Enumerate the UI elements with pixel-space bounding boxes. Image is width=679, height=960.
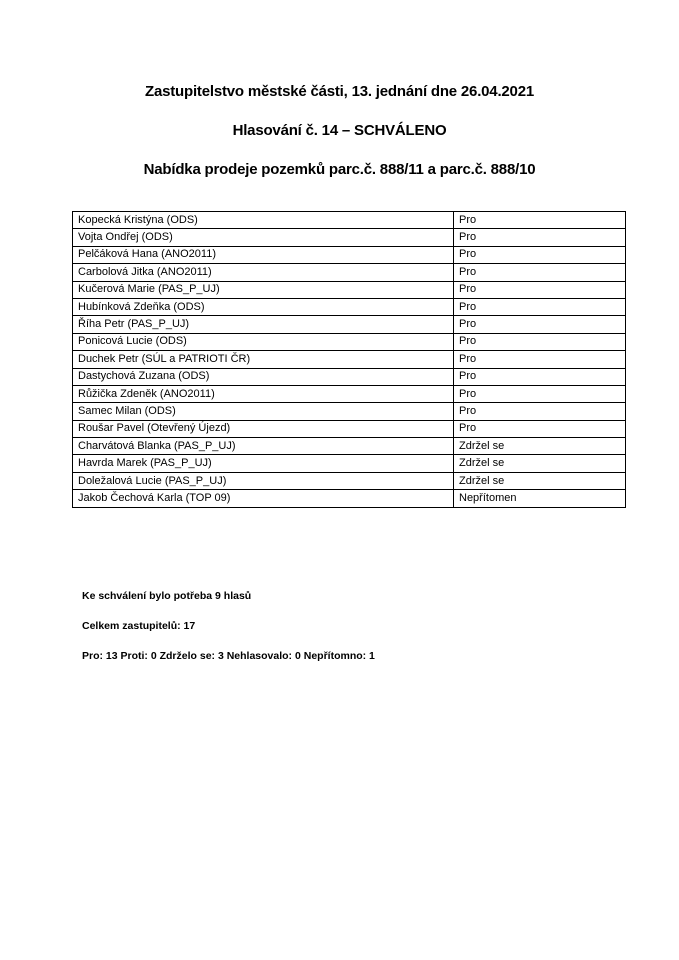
member-name-cell: Havrda Marek (PAS_P_UJ) bbox=[73, 455, 454, 472]
vote-value-cell: Pro bbox=[454, 420, 626, 437]
vote-value-cell: Pro bbox=[454, 281, 626, 298]
vote-table-body bbox=[73, 212, 626, 508]
member-name-cell: Samec Milan (ODS) bbox=[73, 403, 454, 420]
member-name-cell: Jakob Čechová Karla (TOP 09) bbox=[73, 490, 454, 507]
vote-value-cell: Zdržel se bbox=[454, 438, 626, 455]
vote-summary bbox=[82, 590, 639, 680]
vote-value-cell: Pro bbox=[454, 368, 626, 385]
member-name-cell: Vojta Ondřej (ODS) bbox=[73, 229, 454, 246]
vote-counts-line: Pro: 13 Proti: 0 Zdrželo se: 3 Nehlasovalo: 0 Nepřítomno: 1 bbox=[82, 650, 375, 662]
table-row bbox=[73, 316, 626, 333]
vote-value-cell: Pro bbox=[454, 298, 626, 315]
vote-value-cell: Pro bbox=[454, 316, 626, 333]
vote-value-cell: Pro bbox=[454, 403, 626, 420]
vote-value-cell: Zdržel se bbox=[454, 472, 626, 489]
member-name-cell: Kopecká Kristýna (ODS) bbox=[73, 212, 454, 229]
member-name-cell: Hubínková Zdeňka (ODS) bbox=[73, 298, 454, 315]
vote-table bbox=[72, 211, 626, 508]
meeting-title: Zastupitelstvo městské části, 13. jednání dne 26.04.2021 bbox=[145, 83, 534, 100]
vote-value-cell: Pro bbox=[454, 385, 626, 402]
table-row bbox=[73, 351, 626, 368]
required-votes-line: Ke schválení bylo potřeba 9 hlasů bbox=[82, 590, 252, 602]
total-members-line: Celkem zastupitelů: 17 bbox=[82, 620, 196, 632]
table-row bbox=[73, 298, 626, 315]
vote-value-cell: Pro bbox=[454, 333, 626, 350]
member-name-cell: Carbolová Jitka (ANO2011) bbox=[73, 264, 454, 281]
member-name-cell: Růžička Zdeněk (ANO2011) bbox=[73, 385, 454, 402]
table-row bbox=[73, 403, 626, 420]
member-name-cell: Říha Petr (PAS_P_UJ) bbox=[73, 316, 454, 333]
table-row bbox=[73, 281, 626, 298]
member-name-cell: Roušar Pavel (Otevřený Újezd) bbox=[73, 420, 454, 437]
vote-value-cell: Pro bbox=[454, 212, 626, 229]
vote-value-cell: Pro bbox=[454, 264, 626, 281]
table-row bbox=[73, 212, 626, 229]
table-row bbox=[73, 333, 626, 350]
member-name-cell: Ponicová Lucie (ODS) bbox=[73, 333, 454, 350]
table-row bbox=[73, 264, 626, 281]
table-row bbox=[73, 472, 626, 489]
table-row bbox=[73, 420, 626, 437]
vote-value-cell: Pro bbox=[454, 351, 626, 368]
member-name-cell: Kučerová Marie (PAS_P_UJ) bbox=[73, 281, 454, 298]
vote-value-cell: Nepřítomen bbox=[454, 490, 626, 507]
table-row bbox=[73, 246, 626, 263]
member-name-cell: Duchek Petr (SÚL a PATRIOTI ČR) bbox=[73, 351, 454, 368]
table-row bbox=[73, 490, 626, 507]
member-name-cell: Dastychová Zuzana (ODS) bbox=[73, 368, 454, 385]
member-name-cell: Pelčáková Hana (ANO2011) bbox=[73, 246, 454, 263]
table-row bbox=[73, 385, 626, 402]
agenda-item-title: Nabídka prodeje pozemků parc.č. 888/11 a parc.č. 888/10 bbox=[143, 161, 536, 178]
table-row bbox=[73, 438, 626, 455]
vote-result-title: Hlasování č. 14 – SCHVÁLENO bbox=[232, 122, 447, 139]
member-name-cell: Charvátová Blanka (PAS_P_UJ) bbox=[73, 438, 454, 455]
vote-value-cell: Pro bbox=[454, 246, 626, 263]
vote-value-cell: Zdržel se bbox=[454, 455, 626, 472]
vote-value-cell: Pro bbox=[454, 229, 626, 246]
document-header bbox=[0, 82, 679, 199]
table-row bbox=[73, 368, 626, 385]
table-row bbox=[73, 229, 626, 246]
member-name-cell: Doležalová Lucie (PAS_P_UJ) bbox=[73, 472, 454, 489]
table-row bbox=[73, 455, 626, 472]
